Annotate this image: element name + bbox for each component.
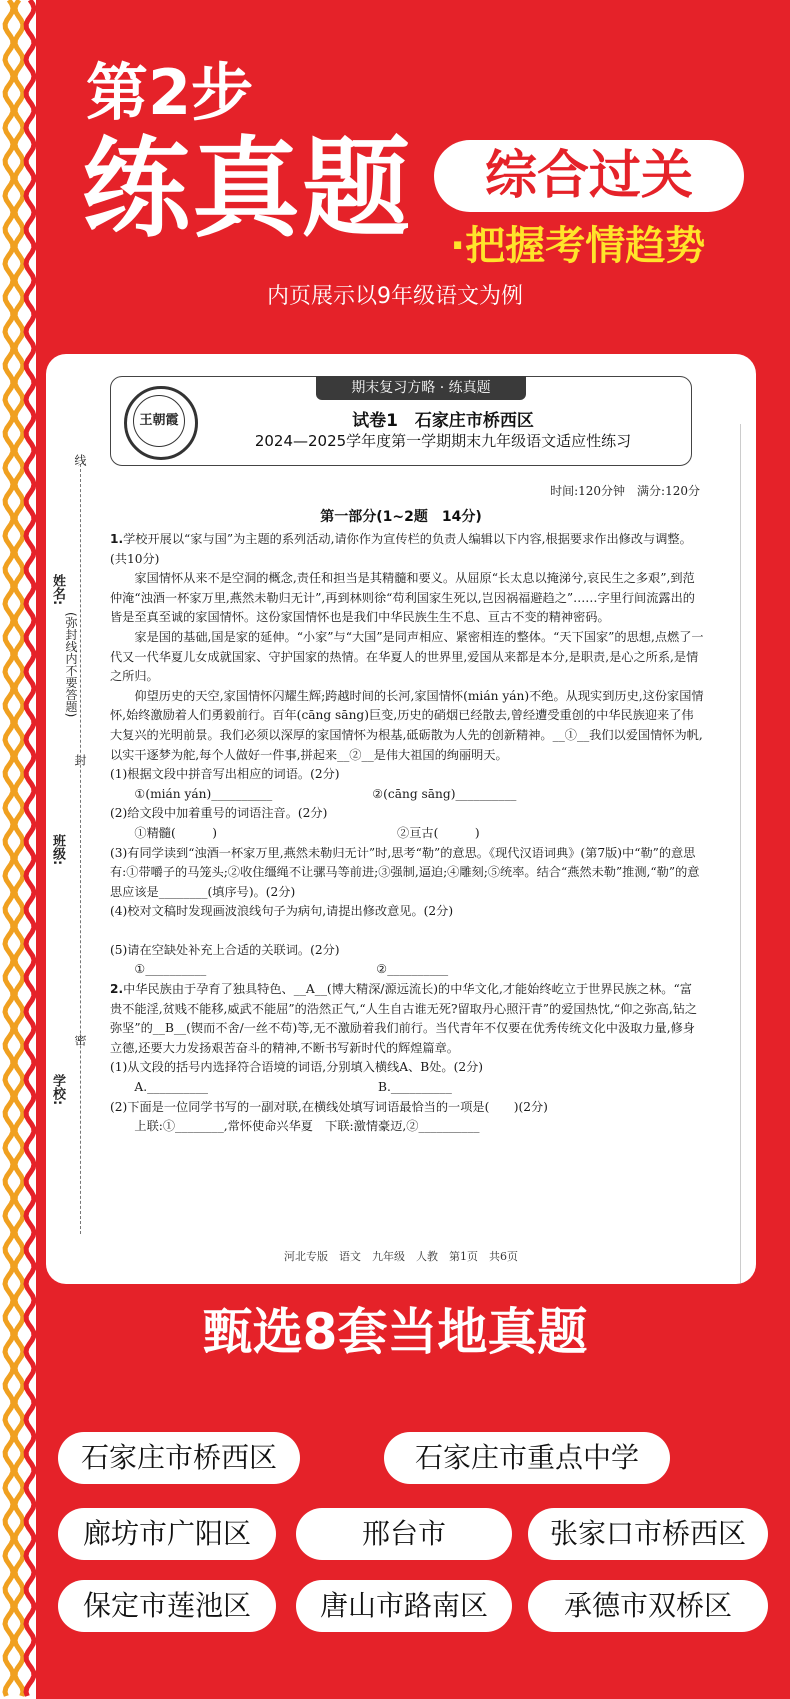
region-chip[interactable]: 石家庄市重点中学 — [384, 1432, 670, 1484]
region-chip[interactable]: 张家口市桥西区 — [528, 1508, 768, 1560]
q2-sub-2-answers: 上联:①________,常怀使命兴华夏 下联:激情豪迈,②__________ — [134, 1119, 480, 1134]
paragraph-1: 家国情怀从来不是空洞的概念,责任和担当是其精髓和要义。从屈原“长太息以掩涕兮,哀民生之多艰”,到范仲淹“浊酒一杯家万里,燕然未勒归无计”,再到林则徐“苟利国家生死以,岂因祸福避趋之”……字里行间流露出的皆是至真至诚的家国情怀。这份家国情怀也是我们中华民族生生不息、亘古不变的精神密码。 — [110, 571, 695, 625]
q1-sub-1: (1)根据文段中拼音写出相应的词语。(2分) — [110, 767, 340, 782]
binding-mark-seal: 封 — [73, 754, 87, 766]
label-class: 班级: — [50, 834, 65, 866]
q1-sub-5-answers: ①__________ ②__________ — [134, 962, 449, 977]
caption: 内页展示以9年级语文为例 — [267, 284, 523, 309]
q1-sub-4: (4)校对文稿时发现画波浪线句子为病句,请提出修改意见。(2分) — [110, 904, 454, 919]
exam-meta: 时间:120分钟 满分:120分 — [550, 484, 700, 498]
exam-subtitle: 2024—2025学年度第一学期期末九年级语文适应性练习 — [254, 432, 632, 450]
binding-mark-line: 线 — [73, 454, 87, 466]
region-chip[interactable]: 石家庄市桥西区 — [58, 1432, 300, 1484]
tagline: ·把握考情趋势 — [450, 223, 706, 269]
question-1: 1.学校开展以“家与国”为主题的系列活动,请你作为宣传栏的负责人编辑以下内容,根据要求作出修改与调整。(共10分) — [110, 532, 692, 566]
label-name: 姓名: — [50, 574, 65, 606]
q2-sub-2: (2)下面是一位同学书写的一副对联,在横线处填写词语最恰当的一项是( )(2分) — [110, 1099, 548, 1114]
paragraph-2: 家是国的基础,国是家的延伸。“小家”与“大国”是同声相应、紧密相连的整体。“天下国家”的思想,点燃了一代又一代华夏儿女成就国家、守护国家的热情。在华夏人的世界里,爱国从来都是本分,是职责,是心之所系,是情之所归。 — [110, 629, 704, 684]
q2-sub-1-answers: A.__________ B.__________ — [134, 1080, 452, 1095]
q1-sub-3: (3)有同学读到“浊酒一杯家万里,燕然未勒归无计”时,思考“勒”的意思。《现代汉语词典》(第7版)中“勒”的意思有:①带嚼子的马笼头;②收住缰绳不让骡马等前进;③强制,逼迫;④雕刻;⑤统率。结合“燕然未勒”推测,“勒”的意思应该是________(填序号)。(2分) — [110, 845, 700, 899]
region-chip[interactable]: 承德市双桥区 — [528, 1580, 768, 1632]
exam-body — [110, 530, 704, 1137]
region-chip[interactable]: 保定市莲池区 — [58, 1580, 276, 1632]
exam-top-bar: 期末复习方略 · 练真题 — [316, 376, 526, 400]
publisher-seal-logo — [124, 386, 198, 460]
badge-pill: 综合过关 — [434, 140, 744, 212]
q1-sub-2-answers: ①精髓( ) ②亘古( ) — [134, 825, 480, 840]
binding-mark-secret: 密 — [73, 1034, 87, 1046]
main-title: 练真题 — [82, 127, 413, 252]
question-2: 2.中华民族由于孕育了独具特色、__A__(博大精深/源远流长)的中华文化,才能始终屹立于世界民族之林。“富贵不能淫,贫贱不能移,威武不能屈”的浩然正气,“人生自古谁无死?留取丹心照汗青”的爱国热忱,“仰之弥高,钻之弥坚”的__B__(锲而不舍/一丝不苟)等,无不激励着我们前行。当代青年不仅要在优秀传统文化中汲取力量,修身立德,还要大力发扬艰苦奋斗的精神,不断书写新时代的辉煌篇章。 — [110, 982, 698, 1055]
exam-paper-preview — [46, 354, 756, 1284]
seal-text: 王朝霞 — [133, 395, 185, 447]
q1-sub-5: (5)请在空缺处补充上合适的关联词。(2分) — [110, 942, 340, 957]
q1-sub-2: (2)给文段中加着重号的词语注音。(2分) — [110, 806, 328, 821]
label-school: 学校: — [50, 1074, 65, 1106]
q2-sub-1: (1)从文段的括号内选择符合语境的词语,分别填入横线A、B处。(2分) — [110, 1060, 484, 1075]
q1-sub-1-answers: ①(mián yán)__________ ②(cāng sāng)__________ — [134, 786, 517, 801]
step-label: 第2步 — [86, 56, 254, 129]
next-page-edge — [740, 424, 756, 1284]
region-chip[interactable]: 邢台市 — [296, 1508, 512, 1560]
section-title: 甄选8套当地真题 — [202, 1303, 588, 1361]
region-chip[interactable]: 廊坊市广阳区 — [58, 1508, 276, 1560]
wavy-border-decoration — [0, 0, 36, 1699]
exam-footer: 河北专版 语文 九年级 人教 第1页 共6页 — [284, 1250, 518, 1263]
part-title: 第一部分(1~2题 14分) — [320, 509, 482, 525]
paragraph-3: 仰望历史的天空,家国情怀闪耀生辉;跨越时间的长河,家国情怀(mián yán)不绝。从现实到历史,这份家国情怀,始终激励着人们勇毅前行。百年(cāng sāng)巨变,历史的硝烟已经散去,曾经遭受重创的中华民族迎来了伟大复兴的光明前景。我们必须以深厚的家国情怀为根基,砥砺散为人先的创新精神。__①__我们以爱国情怀为帆,以实干逐梦为舵,每个人做好一件事,拼起来__②__是伟大祖国的绚丽明天。 — [110, 688, 704, 762]
region-chip[interactable]: 唐山市路南区 — [296, 1580, 512, 1632]
binding-notice: (弥封线内不要答题) — [64, 612, 78, 718]
exam-title: 试卷1 石家庄市桥西区 — [352, 411, 534, 431]
binding-line — [80, 464, 81, 1234]
